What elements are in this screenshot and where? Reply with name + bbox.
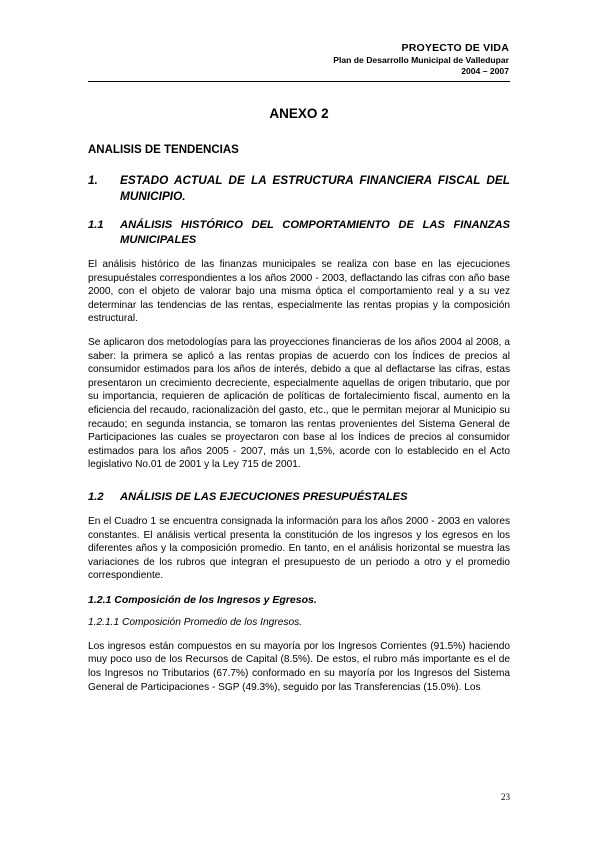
heading-1-2-1-1: 1.2.1.1 Composición Promedio de los Ingresos. — [88, 616, 303, 628]
heading-1-2-number: 1.2 — [88, 490, 104, 503]
section-title: ANALISIS DE TENDENCIAS — [88, 144, 239, 156]
paragraph-1-2: En el Cuadro 1 se encuentra consignada la información para los años 2000 - 2003 en valores constantes. El análisis vertical presenta la constitución de los ingresos y los egresos en los diferentes años y la composición promedio. En tanto, en el análisis horizontal se muestra las variaciones de los rubros que integran el presupuesto de un periodo a otro y el promedio correspondiente. — [88, 515, 510, 582]
heading-1-2-text: ANÁLISIS DE LAS EJECUCIONES PRESUPUÉSTALES — [120, 490, 408, 503]
heading-1 — [88, 172, 510, 204]
heading-1-2-1: 1.2.1 Composición de los Ingresos y Egresos. — [88, 593, 317, 606]
heading-1-2 — [88, 490, 510, 505]
header-plan: Plan de Desarrollo Municipal de Valledupar — [333, 55, 509, 65]
heading-1-1-number: 1.1 — [88, 219, 104, 231]
header-rule — [88, 81, 510, 82]
heading-1-number: 1. — [88, 173, 98, 187]
annex-title: ANEXO 2 — [269, 106, 329, 121]
document-body — [88, 104, 510, 694]
paragraph-1-2-1-1: Los ingresos están compuestos en su mayoría por los Ingresos Corrientes (91.5%) haciendo muy poco uso de los Recursos de Capital (8.5%). De estos, el rubro más importante es el de los Ingresos no Tributarios (67.7%) conformado en su mayoría por los Ingresos del Sistema General de Participaciones - SGP (49.3%), seguido por las Transferencias (15.0%). Los — [88, 640, 510, 693]
header-period: 2004 – 2007 — [461, 66, 509, 76]
heading-1-1 — [88, 218, 510, 248]
page-number: 23 — [501, 792, 510, 802]
paragraph-1-1-b: Se aplicaron dos metodologías para las proyecciones financieras de los años 2004 al 2008, a saber: la primera se aplicó a las rentas propias de acuerdo con los Índices de precios al consumidor estimados para los años de interés, debido a que al deflactarse las cifras, estas presentaron un crecimiento decreciente, especialmente aquellas de origen tributario, que por su importancia, requieren de aplicación de políticas de fortalecimiento fiscal, aumento en la eficiencia del recaudo, racionalizaciòn del gasto, etc., que le permitan mejorar al Municipio su recaudo; en segunda instancia, se tomaron las rentas provenientes del Sistema General de Participaciones las cuales se proyectaron con base al los Índices de precios al consumidor estimados para los años 2005 - 2007, más un 1,5%, acorde con lo establecido en el Acto legislativo No.01 de 2001 y la Ley 715 de 2001. — [88, 336, 510, 471]
heading-1-1-text: ANÁLISIS HISTÓRICO DEL COMPORTAMIENTO DE LAS FINANZAS MUNICIPALES — [120, 219, 510, 246]
header-project: PROYECTO DE VIDA — [401, 42, 509, 54]
paragraph-1-1-a: El análisis histórico de las finanzas municipales se realiza con base en las ejecuciones presupuéstales correspondientes a los años 2000 - 2003, deflactando las cifras con año base 2000, con el objeto de valorar bajo una misma óptica el comportamiento real y a su vez determinar las tendencias de las rentas, especialmente las rentas propias y la composición estructural. — [88, 259, 510, 325]
heading-1-text: ESTADO ACTUAL DE LA ESTRUCTURA FINANCIERA FISCAL DEL MUNICIPIO. — [120, 173, 510, 203]
page-header — [333, 42, 509, 77]
